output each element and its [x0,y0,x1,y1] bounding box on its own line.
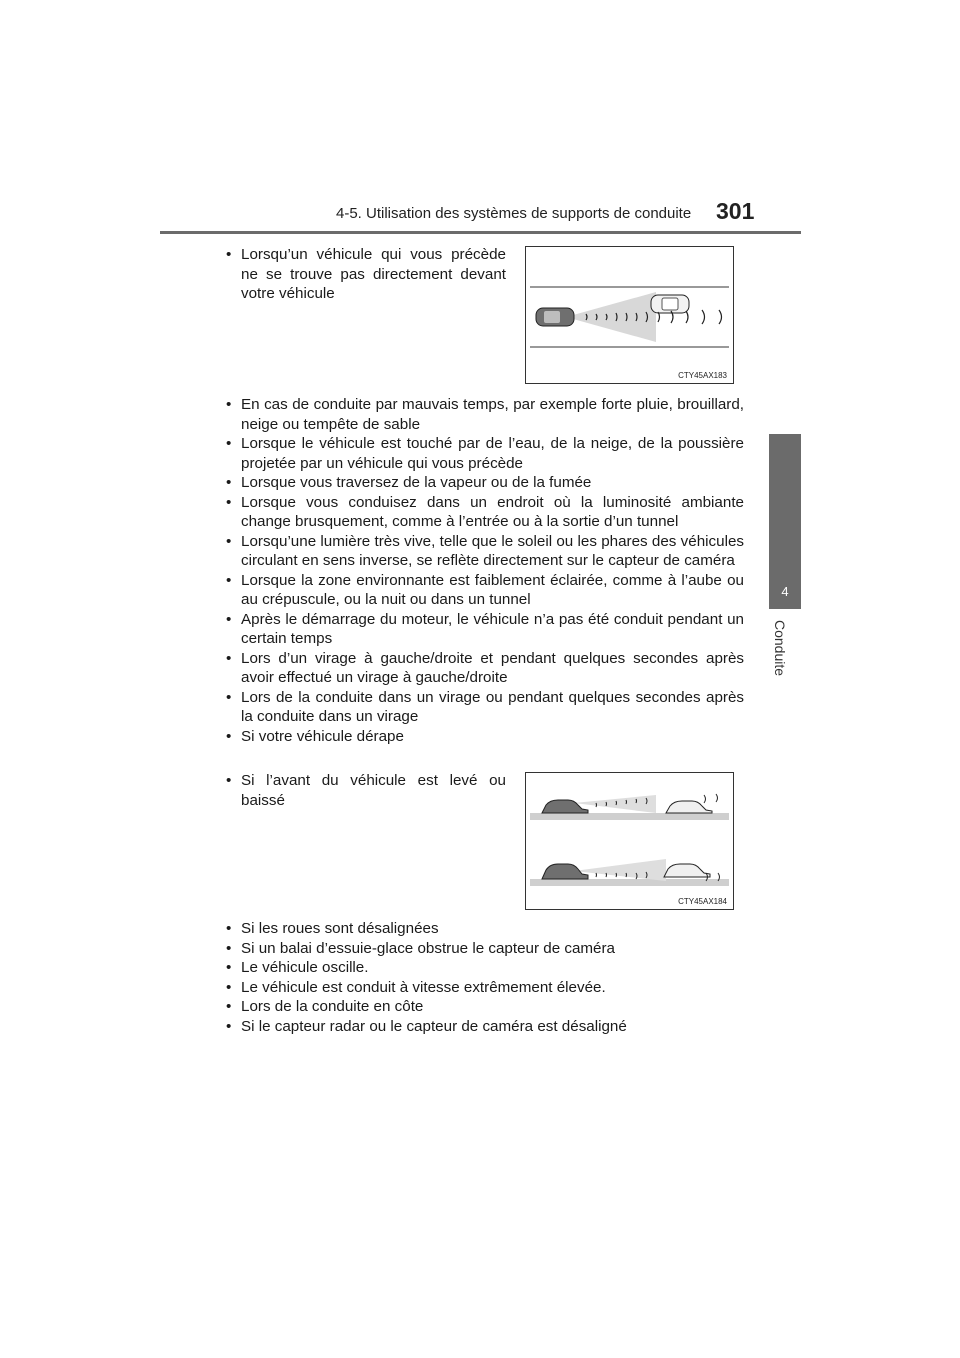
figure-caption: CTY45AX183 [678,371,727,380]
bullet-text: Si votre véhicule dérape [241,727,404,745]
chapter-label-wrap [772,620,798,680]
bullet-marker: • [226,493,232,511]
page-number: 301 [716,198,755,224]
bullet-marker: • [226,939,232,957]
bullet-text: Lorsque vous traversez de la vapeur ou de la fumée [241,474,592,491]
bullet-marker: • [226,532,232,550]
road-upper [530,813,729,820]
bullet-item [226,919,744,939]
bullet-text: Le véhicule est conduit à vitesse extrêmement élevée. [241,978,606,996]
bullet-marker: • [226,649,232,667]
bullet-item [226,434,744,473]
bullet-marker: • [226,959,232,976]
bullet-text: Lorsque la zone environnante est faiblement éclairée, comme à l’aube ou au crépuscule, ou la nuit ou dans un tunnel [241,571,744,608]
illustration-offset-vehicle [526,247,733,383]
bullet-item [226,493,744,532]
figure-vehicle-pitch [525,772,734,910]
preceding-car-lower-icon [664,864,710,877]
bullet-marker: • [226,920,232,937]
bullet-item [226,688,744,727]
bullet-item [226,978,744,998]
bullet-item [226,532,744,571]
chapter-label: Conduite [772,620,788,677]
bullet-item [226,473,744,493]
bullet-text: Si les roues sont désalignées [241,920,439,937]
bullet-text: Lors de la conduite dans un virage ou pendant quelques secondes après la conduite dans un virage [241,688,744,725]
bullet-list-main [226,395,744,746]
bullet-top-0 [226,245,506,304]
section-header-title: 4-5. Utilisation des systèmes de supports de conduite [336,205,692,222]
bullet-item [226,727,744,747]
bullet-item [226,939,744,959]
bullet-marker: • [226,1017,232,1035]
bullet-text: Lors de la conduite en côte [241,998,424,1015]
bullet-item [226,395,744,434]
bullet-text: Le véhicule oscille. [241,959,369,976]
header-rule [160,231,801,234]
bullet-text: Lors d’un virage à gauche/droite et pendant quelques secondes après avoir effectué un virage à gauche/droite [241,649,744,686]
bullet-text: En cas de conduite par mauvais temps, par exemple forte pluie, brouillard, neige ou tempête de sable [241,396,744,433]
bullet-item [226,958,744,978]
bullet-marker: • [226,246,232,263]
chapter-number: 4 [781,584,789,599]
figure-offset-vehicle [525,246,734,384]
bullet-marker: • [226,571,232,589]
own-car-window [544,311,560,323]
bullet-marker: • [226,396,232,413]
bullet-marker: • [226,772,232,789]
bullet-marker: • [226,474,232,491]
bullet-marker: • [226,435,232,452]
chapter-side-tab [769,434,801,609]
bullet-item [226,610,744,649]
bullet-item [226,997,744,1017]
bullet-list-bottom [226,919,744,1036]
radar-beam [566,292,656,342]
bullet-marker: • [226,727,232,745]
bullet-text: Si l’avant du véhicule est levé ou baissé [241,772,506,809]
bullet-text: Si le capteur radar ou le capteur de caméra est désaligné [241,1017,627,1035]
bullet-marker: • [226,978,232,996]
bullet-text: Lorsque le véhicule est touché par de l’eau, de la neige, de la poussière projetée par un véhicule qui vous précède [241,435,744,472]
bullet-text: Lorsque vous conduisez dans un endroit où la luminosité ambiante change brusquement, comme à l’entrée ou à la sortie d’un tunnel [241,493,744,530]
bullet-item [226,571,744,610]
bullet-mid-0 [226,771,506,810]
illustration-vehicle-pitch [526,773,733,909]
road-lower [530,879,729,886]
bullet-text: Lorsqu’une lumière très vive, telle que le soleil ou les phares des véhicules circulant en sens inverse, se reflète directement sur le capteur de caméra [241,532,744,569]
preceding-car-window [662,298,678,310]
bullet-text: Lorsqu’un véhicule qui vous précède ne se trouve pas directement devant votre véhicule [241,246,506,302]
preceding-car-upper-icon [666,801,712,813]
bullet-item [226,1017,744,1037]
figure-caption: CTY45AX184 [678,897,727,906]
bullet-item [226,649,744,688]
bullet-marker: • [226,998,232,1015]
own-car-upper-icon [542,800,588,813]
bullet-marker: • [226,688,232,706]
bullet-text: Si un balai d’essuie-glace obstrue le capteur de caméra [241,939,615,957]
bullet-marker: • [226,610,232,628]
bullet-text: Après le démarrage du moteur, le véhicule n’a pas été conduit pendant un certain temps [241,610,744,647]
